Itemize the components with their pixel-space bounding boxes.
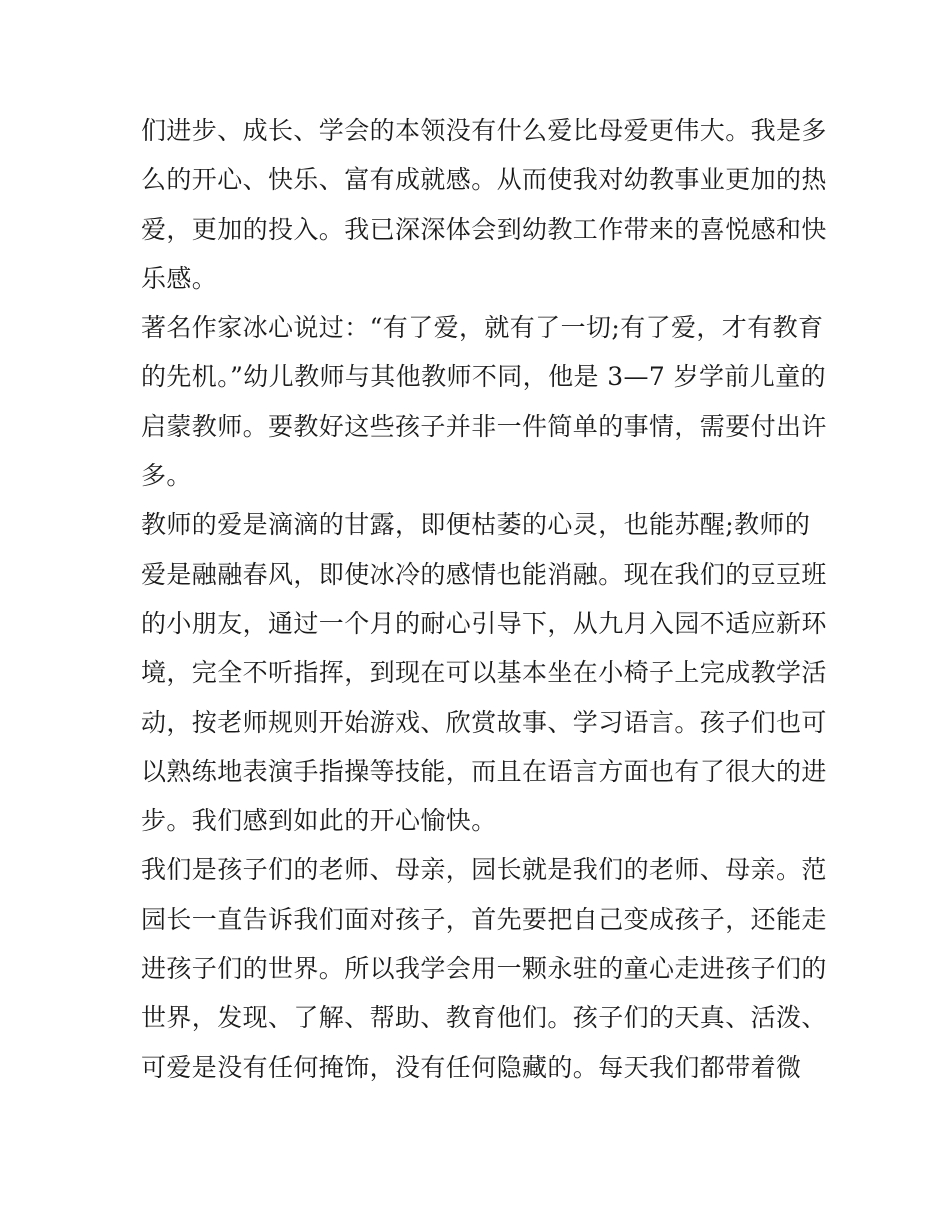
text-line: 爱是融融春风，即使冰冷的感情也能消融。现在我们的豆豆班 <box>141 559 827 589</box>
text-line: 世界，发现、了解、帮助、教育他们。孩子们的天真、活泼、 <box>141 1003 827 1033</box>
text-line: 么的开心、快乐、富有成就感。从而使我对幼教事业更加的热 <box>141 165 827 195</box>
text-line: 教师的爱是滴滴的甘露，即便枯萎的心灵，也能苏醒;教师的 <box>141 510 811 540</box>
text-line: 启蒙教师。要教好这些孩子并非一件简单的事情，需要付出许 <box>141 411 827 441</box>
text-line: 动，按老师规则开始游戏、欣赏故事、学习语言。孩子们也可 <box>141 707 827 737</box>
text-line: 我们是孩子们的老师、母亲，园长就是我们的老师、母亲。范 <box>141 855 827 885</box>
text-line: 多。 <box>141 461 192 491</box>
text-line: 进孩子们的世界。所以我学会用一颗永驻的童心走进孩子们的 <box>141 954 827 984</box>
text-line: 园长一直告诉我们面对孩子，首先要把自己变成孩子，还能走 <box>141 904 827 934</box>
text-line: 乐感。 <box>141 263 218 293</box>
text-line: 的先机。”幼儿教师与其他教师不同，他是 3—7 岁学前儿童的 <box>141 362 826 392</box>
text-line: 爱，更加的投入。我已深深体会到幼教工作带来的喜悦感和快 <box>141 214 827 244</box>
text-line: 的小朋友，通过一个月的耐心引导下，从九月入园不适应新环 <box>141 608 827 638</box>
text-line: 境，完全不听指挥，到现在可以基本坐在小椅子上完成教学活 <box>141 658 827 688</box>
text-line: 步。我们感到如此的开心愉快。 <box>141 806 497 836</box>
text-line: 们进步、成长、学会的本领没有什么爱比母爱更伟大。我是多 <box>141 116 827 145</box>
text-line: 以熟练地表演手指操等技能，而且在语言方面也有了很大的进 <box>141 756 827 786</box>
text-line: 著名作家冰心说过：“有了爱，就有了一切;有了爱，才有教育 <box>141 313 824 343</box>
text-line: 可爱是没有任何掩饰，没有任何隐藏的。每天我们都带着微 <box>141 1052 802 1082</box>
document-body <box>141 106 827 1092</box>
